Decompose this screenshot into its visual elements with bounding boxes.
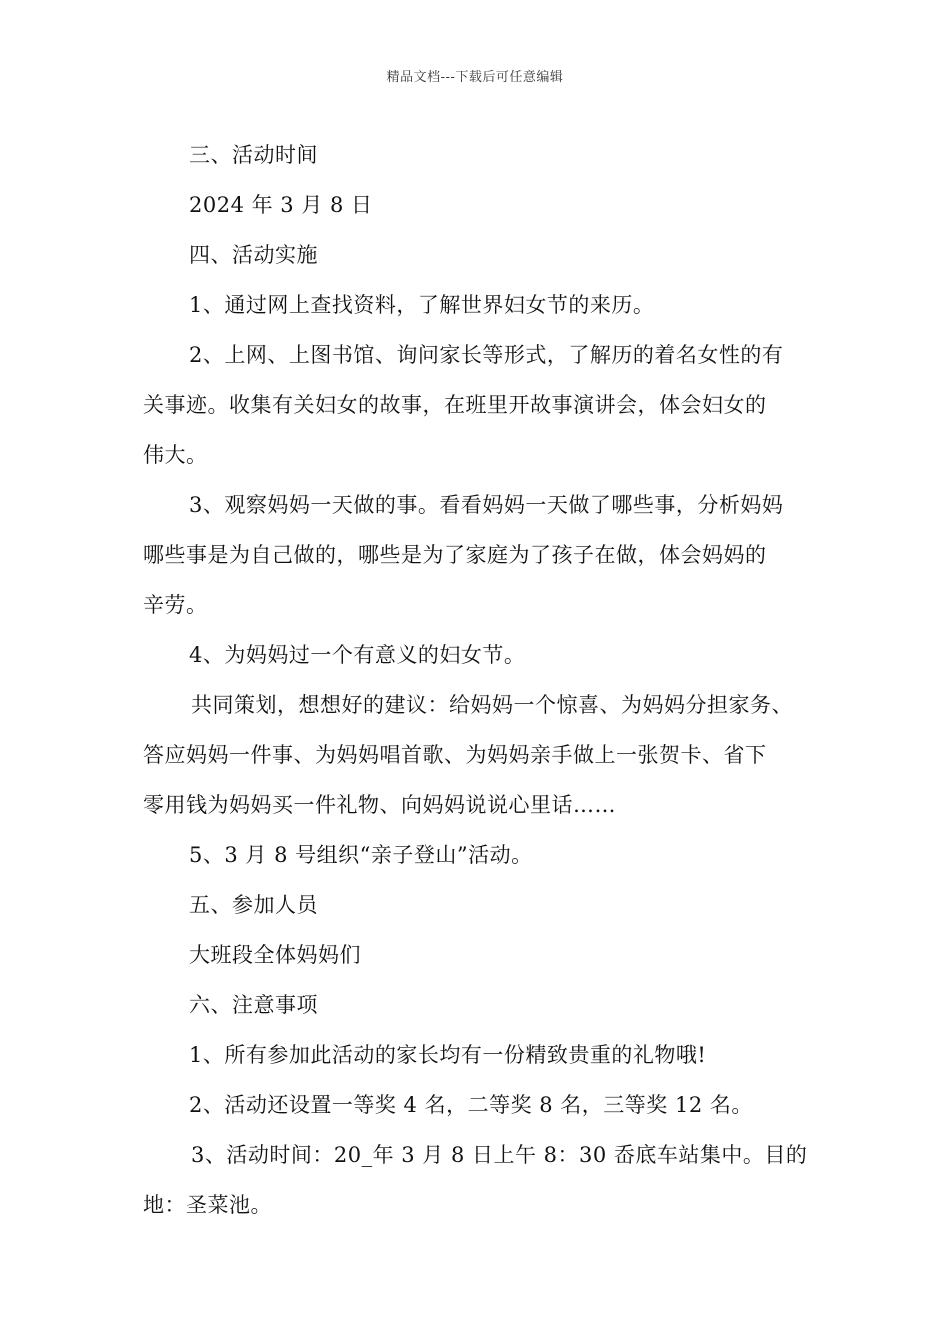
paragraph-line: 1、通过网上查找资料，了解世界妇女节的来历。 bbox=[189, 293, 655, 317]
participants-text: 大班段全体妈妈们 bbox=[189, 943, 361, 967]
event-date: 2024 年 3 月 8 日 bbox=[189, 193, 373, 217]
paragraph-line: 1、所有参加此活动的家长均有一份精致贵重的礼物哦! bbox=[189, 1043, 707, 1067]
section-heading-time: 三、活动时间 bbox=[189, 143, 318, 167]
document-body bbox=[143, 130, 823, 1230]
paragraph-line: 2、活动还设置一等奖 4 名，二等奖 8 名，三等奖 12 名。 bbox=[189, 1093, 753, 1117]
paragraph-line: 共同策划，想想好的建议：给妈妈一个惊喜、为妈妈分担家务、 bbox=[191, 693, 793, 717]
page-header: 精品文档---下载后可任意编辑 bbox=[386, 70, 564, 85]
section-heading-implementation: 四、活动实施 bbox=[189, 243, 318, 267]
paragraph-line: 关事迹。收集有关妇女的故事，在班里开故事演讲会，体会妇女的 bbox=[143, 393, 767, 417]
paragraph-line: 3、观察妈妈一天做的事。看看妈妈一天做了哪些事，分析妈妈 bbox=[189, 493, 784, 517]
paragraph-line: 3、活动时间：20_年 3 月 8 日上午 8：30 岙底车站集中。目的 bbox=[191, 1143, 808, 1167]
paragraph-line: 伟大。 bbox=[143, 443, 208, 467]
section-heading-notes: 六、注意事项 bbox=[189, 993, 318, 1017]
paragraph-line: 2、上网、上图书馆、询问家长等形式，了解历的着名女性的有 bbox=[189, 343, 784, 367]
paragraph-line: 5、3 月 8 号组织“亲子登山”活动。 bbox=[189, 843, 533, 867]
paragraph-line: 哪些事是为自己做的，哪些是为了家庭为了孩子在做，体会妈妈的 bbox=[143, 543, 767, 567]
paragraph-line: 答应妈妈一件事、为妈妈唱首歌、为妈妈亲手做上一张贺卡、省下 bbox=[143, 743, 767, 767]
section-heading-participants: 五、参加人员 bbox=[189, 893, 318, 917]
paragraph-line: 辛劳。 bbox=[143, 593, 208, 617]
paragraph-line: 地：圣菜池。 bbox=[143, 1193, 272, 1217]
paragraph-line: 零用钱为妈妈买一件礼物、向妈妈说说心里话…… bbox=[143, 793, 616, 817]
paragraph-line: 4、为妈妈过一个有意义的妇女节。 bbox=[189, 643, 526, 667]
